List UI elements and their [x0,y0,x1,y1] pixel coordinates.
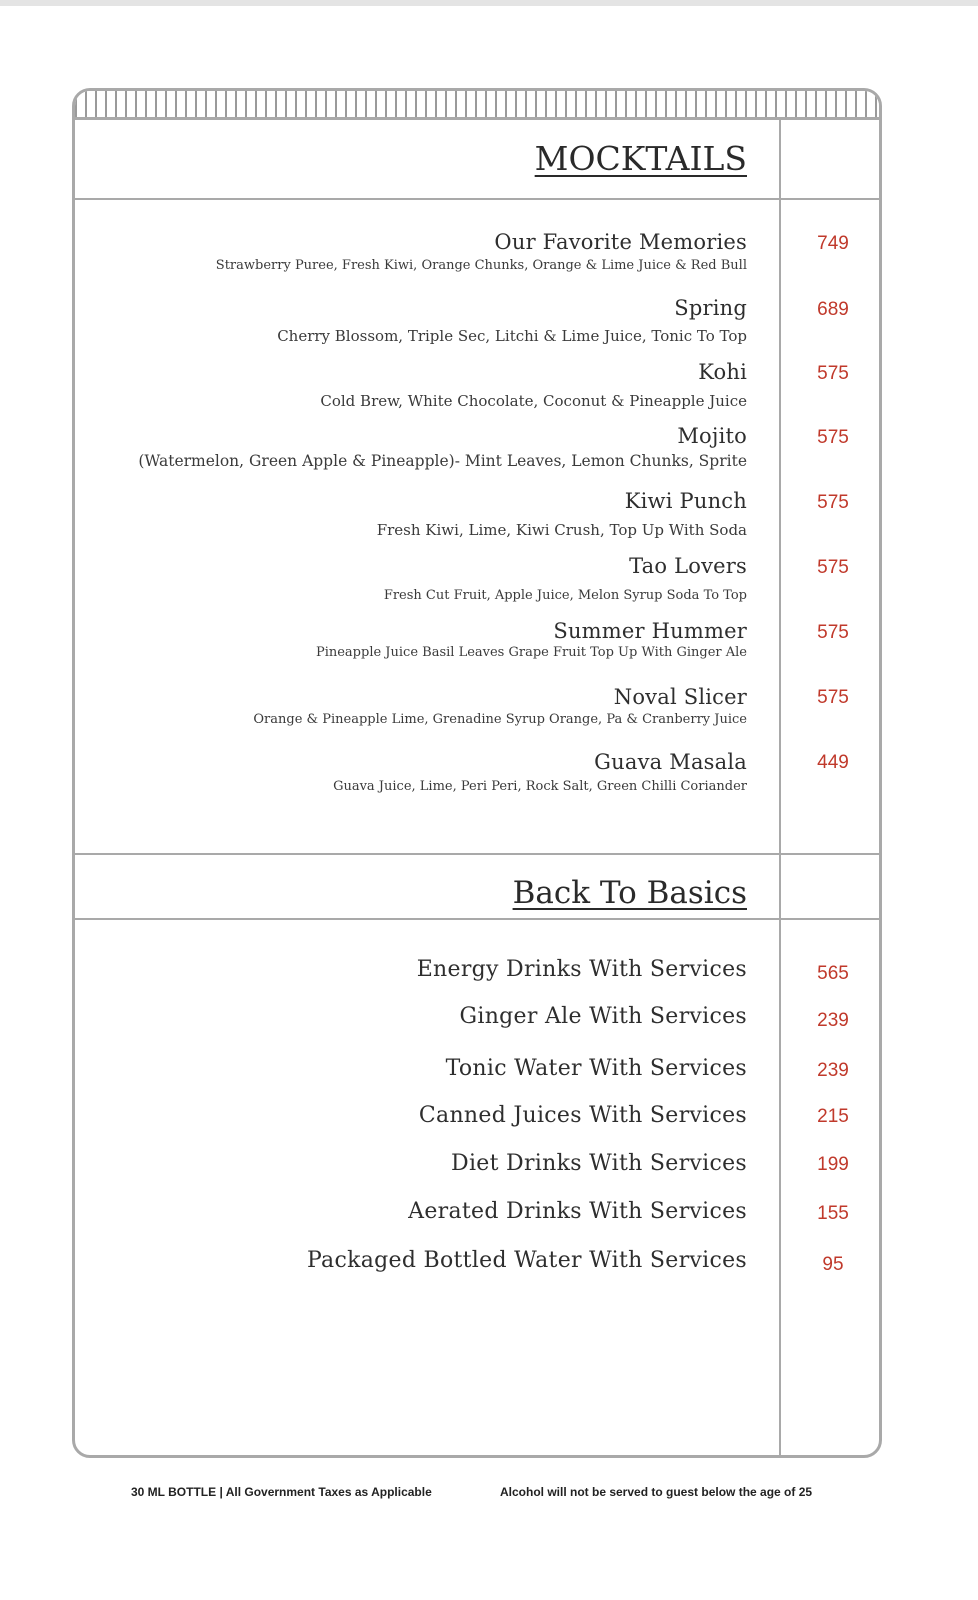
basics-title: Back To Basics [512,875,747,911]
mocktail-name: Guava Masala [594,750,747,774]
mocktail-price: 575 [817,687,849,708]
mocktail-price: 575 [817,363,849,384]
mocktails-title-divider [75,198,879,200]
mocktail-desc: Fresh Kiwi, Lime, Kiwi Crush, Top Up With Soda [376,521,747,539]
basic-item-name: Ginger Ale With Services [459,1004,747,1029]
basic-item-name: Tonic Water With Services [445,1056,747,1081]
footer-note-left: 30 ML BOTTLE | All Government Taxes as Applicable [131,1485,432,1499]
mocktail-desc: Pineapple Juice Basil Leaves Grape Fruit Top Up With Ginger Ale [315,645,747,660]
mocktail-name: Summer Hummer [553,619,747,643]
mocktail-name: Our Favorite Memories [494,230,747,254]
basic-item-price: 565 [817,963,849,984]
mocktail-desc: Orange & Pineapple Lime, Grenadine Syrup Orange, Pa & Cranberry Juice [253,712,747,727]
basic-item-price: 95 [822,1254,844,1275]
basics-title-divider [75,918,879,920]
mocktail-price: 575 [817,492,849,513]
mocktail-desc: Fresh Cut Fruit, Apple Juice, Melon Syrup Soda To Top [383,588,747,603]
mocktail-desc: Cherry Blossom, Triple Sec, Litchi & Lime Juice, Tonic To Top [277,327,747,345]
mocktail-name: Kiwi Punch [624,489,747,513]
mocktail-name: Tao Lovers [629,554,747,578]
basic-item-name: Aerated Drinks With Services [408,1199,747,1224]
mocktail-desc: Strawberry Puree, Fresh Kiwi, Orange Chunks, Orange & Lime Juice & Red Bull [215,258,747,273]
mocktail-desc: Guava Juice, Lime, Peri Peri, Rock Salt, Green Chilli Coriander [333,779,747,794]
mocktail-desc: Cold Brew, White Chocolate, Coconut & Pineapple Juice [320,392,747,410]
mocktail-name: Mojito [677,424,747,448]
ruler-header-border [75,91,879,120]
mocktail-name: Spring [674,296,747,320]
mocktail-price: 575 [817,557,849,578]
basic-item-name: Energy Drinks With Services [416,957,747,982]
basic-item-price: 199 [817,1154,849,1175]
basic-item-name: Diet Drinks With Services [451,1151,747,1176]
basic-item-name: Packaged Bottled Water With Services [306,1248,747,1273]
mocktail-desc: (Watermelon, Green Apple & Pineapple)- Mint Leaves, Lemon Chunks, Sprite [138,452,747,470]
mocktail-price: 749 [817,233,849,254]
basic-item-price: 239 [817,1010,849,1031]
basic-item-price: 215 [817,1106,849,1127]
mocktail-price: 689 [817,299,849,320]
mocktail-price: 575 [817,427,849,448]
basic-item-price: 239 [817,1060,849,1081]
mocktail-price: 575 [817,622,849,643]
top-strip [0,0,978,6]
footer-note-right: Alcohol will not be served to guest below the age of 25 [500,1485,813,1499]
mocktail-name: Noval Slicer [613,685,747,709]
mocktails-title: MOCKTAILS [534,139,747,178]
mocktail-price: 449 [817,752,849,773]
mocktail-name: Kohi [698,360,747,384]
menu-card [72,88,882,1458]
basics-top-divider [75,853,879,855]
basic-item-price: 155 [817,1203,849,1224]
basic-item-name: Canned Juices With Services [418,1103,747,1128]
